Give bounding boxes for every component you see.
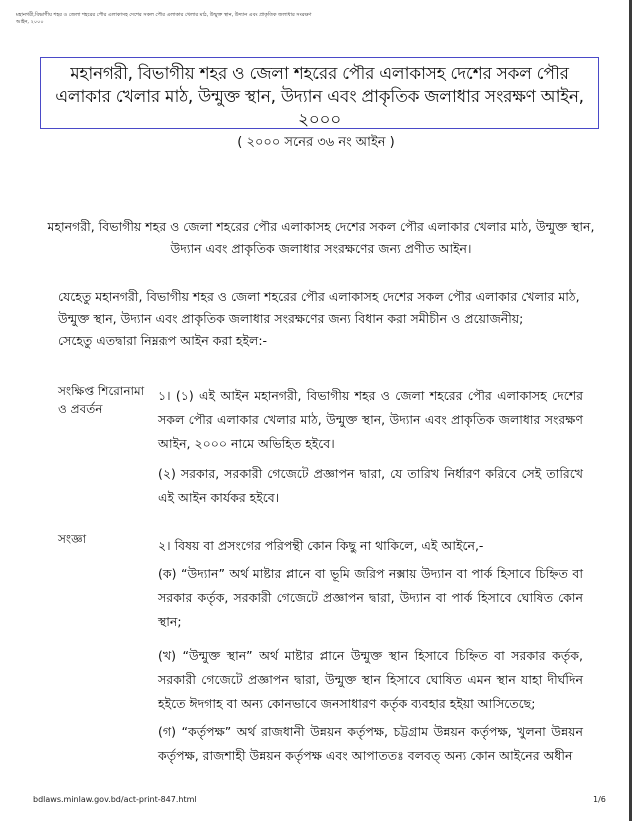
section-1-clause-2: (২) সরকার, সরকারী গেজেটে প্রজ্ঞাপন দ্বারা, যে তারিখ নির্ধারণ করিবে সেই তারিখে এই আইন কার্যকর হইবে। bbox=[158, 466, 583, 505]
running-header-line-2: আইন, ২০০০ bbox=[16, 19, 44, 25]
act-title: মহানগরী, বিভাগীয় শহর ও জেলা শহরের পৌর এলাকাসহ দেশের সকল পৌর এলাকার খেলার মাঠ, উন্মুক্ত স্থান, উদ্যান এবং প্রাকৃতিক জলাধার সংরক্ষণ আইন, ২০০০ bbox=[55, 64, 584, 130]
side-note-short-title: সংক্ষিপ্ত শিরোনামা ও প্রবর্তন bbox=[58, 384, 145, 416]
whereas-clause: যেহেতু মহানগরী, বিভাগীয় শহর ও জেলা শহরের পৌর এলাকাসহ দেশের সকল পৌর এলাকার খেলার মাঠ, উন্মুক্ত স্থান, উদ্যান এবং প্রাকৃতিক জলাধার সংরক্ষণের জন্য বিধান করা সমীচীন ও প্রয়োজনীয়; bbox=[58, 289, 580, 326]
act-number: ( ২০০০ সনের ৩৬ নং আইন ) bbox=[237, 135, 395, 150]
side-note-definitions: সংজ্ঞা bbox=[58, 532, 87, 546]
preamble: মহানগরী, বিভাগীয় শহর ও জেলা শহরের পৌর এলাকাসহ দেশের সকল পৌর এলাকার খেলার মাঠ, উন্মুক্ত স্থান, উদ্যান এবং প্রাকৃতিক জলাধার সংরক্ষণের জন্য প্রণীত আইন। bbox=[47, 219, 595, 256]
running-header bbox=[16, 12, 616, 26]
enactment-clause: সেহেতু এতদ্বারা নিম্নরূপ আইন করা হইল:- bbox=[58, 333, 268, 348]
definition-ga: (গ) “কর্তৃপক্ষ” অর্থ রাজধানী উন্নয়ন কর্তৃপক্ষ, চট্টগ্রাম উন্নয়ন কর্তৃপক্ষ, খুলনা উন্নয়ন কর্তৃপক্ষ, রাজশাহী উন্নয়ন কর্তৃপক্ষ এবং আপাততঃ বলবত্ অন্য কোন আইনের অধীন bbox=[158, 724, 583, 763]
definition-ka: (ক) “উদ্যান” অর্থ মাষ্টার প্লানে বা ভূমি জরিপ নক্সায় উদ্যান বা পার্ক হিসাবে চিহ্নিত বা সরকার কর্তৃক, সরকারী গেজেটে প্রজ্ঞাপন দ্বারা, উদ্যান বা পার্ক হিসাবে ঘোষিত কোন স্থান; bbox=[158, 566, 583, 629]
footer-url[interactable]: bdlaws.minlaw.gov.bd/act-print-847.html bbox=[33, 795, 197, 804]
act-title-box bbox=[40, 57, 599, 129]
footer-page-number: 1/6 bbox=[593, 795, 606, 804]
section-1-clause-1: ১। (১) এই আইন মহানগরী, বিভাগীয় শহর ও জেলা শহরের পৌর এলাকাসহ দেশের সকল পৌর এলাকার খেলার মাঠ, উন্মুক্ত স্থান, উদ্যান এবং প্রাকৃতিক জলাধার সংরক্ষণ আইন, ২০০০ নামে অভিহিত হইবে। bbox=[158, 388, 583, 451]
section-2-intro: ২। বিষয় বা প্রসংগের পরিপন্থী কোন কিছু না থাকিলে, এই আইনে,- bbox=[158, 538, 484, 553]
definition-kha: (খ) “উন্মুক্ত স্থান” অর্থ মাষ্টার প্লানে উন্মুক্ত স্থান হিসাবে চিহ্নিত বা সরকার কর্তৃক, সরকারী গেজেটে প্রজ্ঞাপন দ্বারা, উন্মুক্ত স্থান হিসাবে ঘোষিত এমন স্থান যাহা দীর্ঘদিন হইতে ঈদগাহ বা অন্য কোনভাবে জনসাধারণ কর্তৃক ব্যবহার হইয়া আসিতেছে; bbox=[158, 648, 583, 711]
running-header-line-1: মহানগরী,বিভাগীয় শহর ও জেলা শহরের পৌর এলাকাসহ দেশের সকল পৌর এলাকার খেলার মাঠ, উন্মুক্ত স্থান, উদ্যান এবং প্রাকৃতিক জলাধার সংরক্ষণ bbox=[16, 12, 312, 18]
